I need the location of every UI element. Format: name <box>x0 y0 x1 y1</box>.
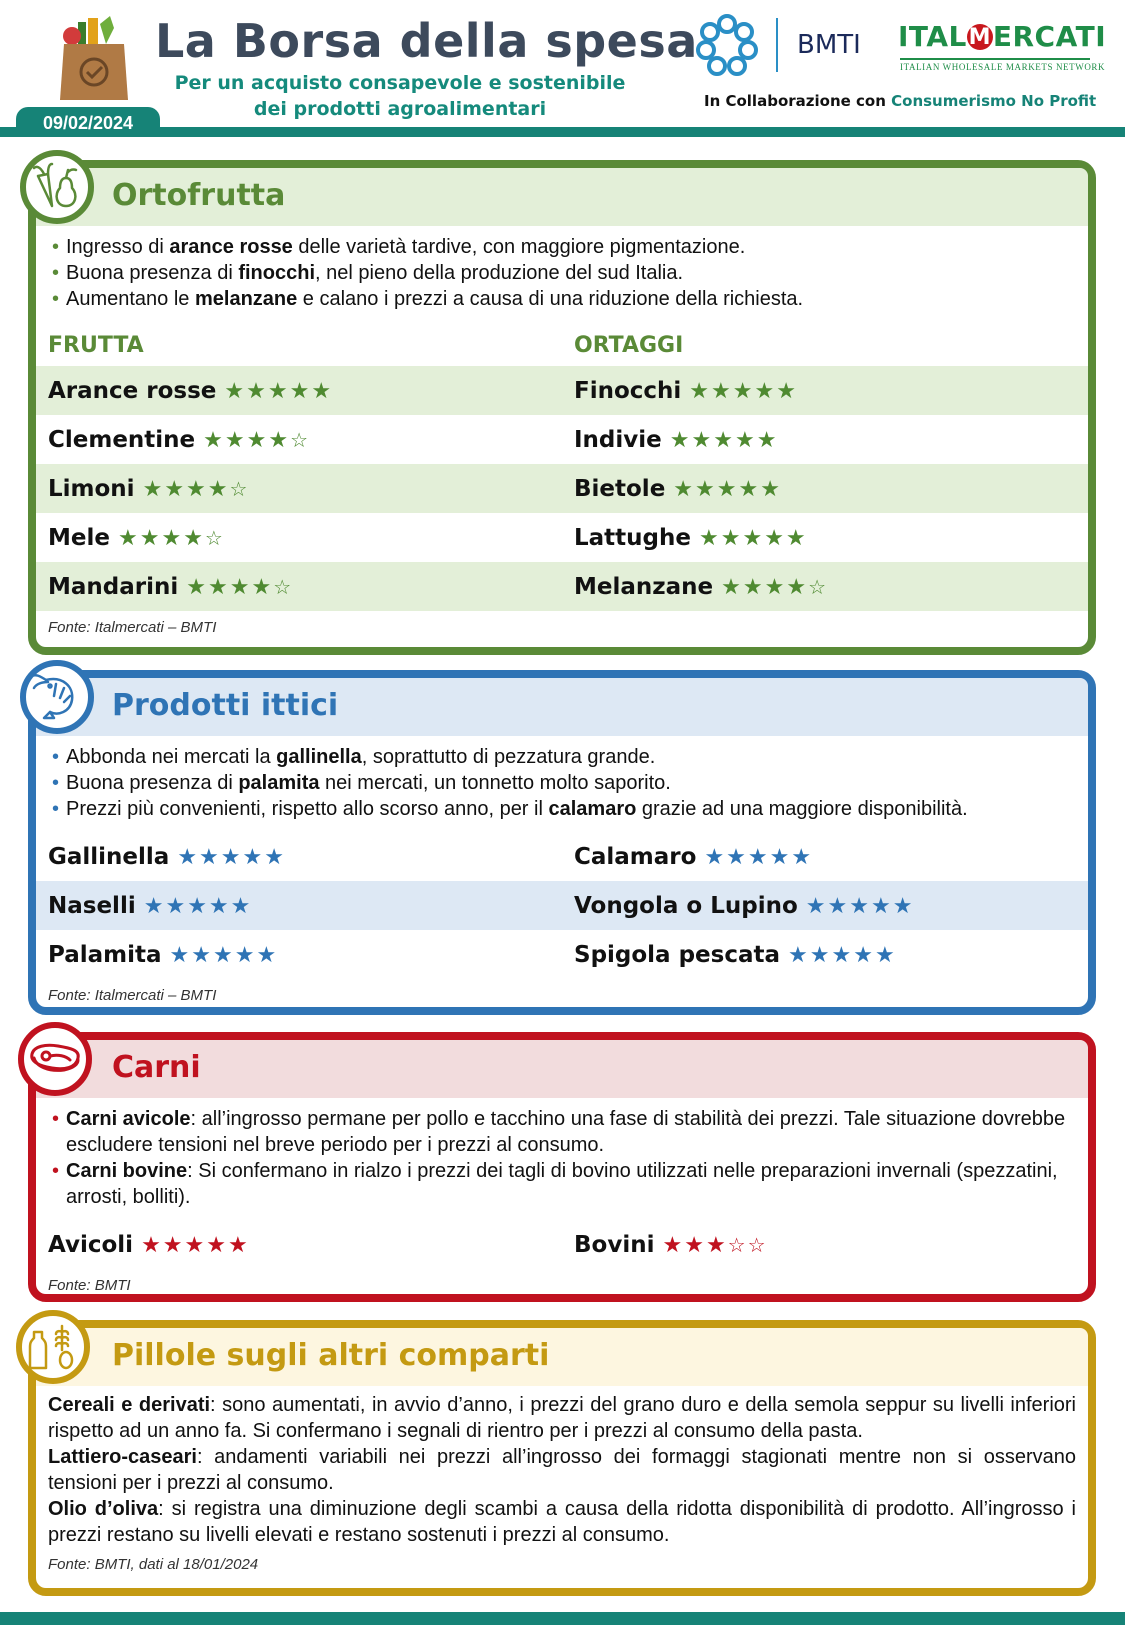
star-filled-icon: ★ <box>756 427 777 453</box>
star-filled-icon: ★ <box>267 378 288 404</box>
star-rating <box>118 525 225 551</box>
paragraph-heading: Olio d’oliva <box>48 1498 159 1520</box>
product-name: Bietole <box>574 475 666 502</box>
star-filled-icon: ★ <box>187 893 207 919</box>
rating-row <box>36 415 1088 464</box>
star-rating <box>141 1232 250 1258</box>
bullet-text: : Si confermano in rialzo i prezzi dei tagli di bovino utilizzati nelle preparazioni invernali (spezzatini, arrosti, bolliti). <box>66 1160 1058 1208</box>
star-filled-icon: ★ <box>760 476 780 502</box>
italmercati-tagline: ITALIAN WHOLESALE MARKETS NETWORK <box>900 58 1090 72</box>
bullet-dot-icon: • <box>52 1160 60 1182</box>
star-filled-icon: ★ <box>669 427 690 453</box>
star-empty-icon: ☆ <box>747 1232 766 1257</box>
star-filled-icon: ★ <box>704 844 725 870</box>
section-header <box>36 1040 1088 1098</box>
section-title: Pillole sugli altri comparti <box>112 1338 550 1373</box>
star-filled-icon: ★ <box>207 476 228 502</box>
star-empty-icon: ☆ <box>273 574 292 599</box>
source-note: Fonte: BMTI <box>48 1277 131 1294</box>
star-filled-icon: ★ <box>831 942 852 968</box>
star-filled-icon: ★ <box>142 476 163 502</box>
star-filled-icon: ★ <box>754 378 775 404</box>
rating-row <box>36 832 1088 881</box>
bullet-text: Aumentano le <box>66 288 195 310</box>
bullet-dot-icon: • <box>52 798 60 820</box>
star-filled-icon: ★ <box>721 574 741 600</box>
header-bar <box>0 127 1125 137</box>
bullet-highlight: Carni avicole <box>66 1108 191 1130</box>
page-header <box>0 0 1125 140</box>
rating-row <box>36 930 1088 979</box>
star-filled-icon: ★ <box>234 942 255 968</box>
star-rating <box>144 893 253 919</box>
star-filled-icon: ★ <box>726 844 746 870</box>
bullet-text: grazie ad una maggiore disponibilità. <box>636 798 968 820</box>
rating-cell <box>36 930 562 979</box>
bullet-item <box>52 286 1076 312</box>
star-filled-icon: ★ <box>203 427 223 453</box>
bullet-dot-icon: • <box>52 746 60 768</box>
star-filled-icon: ★ <box>849 893 869 919</box>
star-rating <box>689 378 798 404</box>
rating-table <box>36 1220 1088 1269</box>
paragraph <box>48 1496 1076 1548</box>
bullet-highlight: arance rosse <box>169 236 293 258</box>
star-filled-icon: ★ <box>788 942 808 968</box>
product-name: Gallinella <box>48 843 170 870</box>
product-name: Limoni <box>48 475 135 502</box>
bullet-highlight: melanzane <box>194 288 298 310</box>
star-filled-icon: ★ <box>139 525 160 551</box>
rating-row <box>36 881 1088 930</box>
star-filled-icon: ★ <box>738 476 759 502</box>
star-filled-icon: ★ <box>228 1232 248 1258</box>
section-header <box>36 1328 1088 1386</box>
star-rating <box>788 942 897 968</box>
rating-cell <box>562 415 1088 464</box>
star-filled-icon: ★ <box>716 476 737 502</box>
source-note: Fonte: BMTI, dati al 18/01/2024 <box>48 1556 259 1573</box>
section-prodotti-ittici <box>28 670 1096 1015</box>
star-rating <box>224 378 333 404</box>
rating-cell <box>562 930 1088 979</box>
star-filled-icon: ★ <box>229 574 250 600</box>
product-name: Indivie <box>574 426 662 453</box>
star-rating <box>699 525 808 551</box>
section-ortofrutta <box>28 160 1096 655</box>
star-rating <box>721 574 828 600</box>
star-rating <box>143 476 250 502</box>
page-subtitle: Per un acquisto consapevole e sostenibile dei prodotti agroalimentari <box>174 72 626 120</box>
star-rating <box>806 893 915 919</box>
bullet-text: : all’ingrosso permane per pollo e tacchino una fase di stabilità dei prezzi. Tale situazione dovrebbe escludere tensioni nel breve periodo per i prezzi al consumo. <box>66 1108 1066 1156</box>
star-filled-icon: ★ <box>208 893 229 919</box>
bullet-highlight: Carni bovine <box>66 1160 188 1182</box>
product-name: Palamita <box>48 941 162 968</box>
star-rating <box>704 844 813 870</box>
logo-divider <box>776 18 778 72</box>
rating-cell <box>562 1220 1088 1269</box>
rating-cell <box>36 415 562 464</box>
page-title: La Borsa della spesa <box>155 14 698 68</box>
rating-cell <box>562 464 1088 513</box>
section-header <box>36 168 1088 226</box>
star-filled-icon: ★ <box>742 574 763 600</box>
star-filled-icon: ★ <box>264 844 284 870</box>
star-filled-icon: ★ <box>791 844 812 870</box>
star-filled-icon: ★ <box>892 893 913 919</box>
date-badge: 09/02/2024 <box>16 107 160 137</box>
star-empty-icon: ☆ <box>290 427 309 452</box>
star-filled-icon: ★ <box>164 476 185 502</box>
bullet-text: , soprattutto di pezzatura grande. <box>361 746 656 768</box>
shopping-bag-icon <box>56 14 132 102</box>
star-filled-icon: ★ <box>117 525 138 551</box>
paragraph <box>48 1444 1076 1496</box>
star-filled-icon: ★ <box>734 427 755 453</box>
rating-cell <box>36 881 562 930</box>
star-filled-icon: ★ <box>769 844 790 870</box>
star-filled-icon: ★ <box>208 574 228 600</box>
star-filled-icon: ★ <box>206 1232 226 1258</box>
bullet-text: Prezzi più convenienti, rispetto allo scorso anno, per il <box>66 798 549 820</box>
star-rating <box>673 476 782 502</box>
bullet-highlight: gallinella <box>276 746 362 768</box>
star-filled-icon: ★ <box>199 844 219 870</box>
star-filled-icon: ★ <box>169 942 190 968</box>
star-rating <box>670 427 779 453</box>
star-filled-icon: ★ <box>256 942 277 968</box>
star-filled-icon: ★ <box>230 893 251 919</box>
rating-table <box>36 366 1088 611</box>
star-filled-icon: ★ <box>162 1232 183 1258</box>
bullet-text: Ingresso di <box>66 236 170 258</box>
star-filled-icon: ★ <box>141 1232 161 1258</box>
bullet-dot-icon: • <box>52 772 60 794</box>
bmti-logo-icon <box>692 10 762 80</box>
star-filled-icon: ★ <box>684 1232 704 1258</box>
product-name: Naselli <box>48 892 136 919</box>
star-filled-icon: ★ <box>805 893 826 919</box>
product-name: Bovini <box>574 1231 655 1258</box>
bullet-list <box>36 1098 1088 1210</box>
product-name: Arance rosse <box>48 377 217 404</box>
star-filled-icon: ★ <box>662 1232 683 1258</box>
product-name: Finocchi <box>574 377 682 404</box>
rating-cell <box>36 464 562 513</box>
star-rating <box>186 574 293 600</box>
section-title: Ortofrutta <box>112 178 286 213</box>
column-headers <box>36 312 1088 366</box>
star-filled-icon: ★ <box>764 525 784 551</box>
star-filled-icon: ★ <box>853 942 873 968</box>
bullet-text: Buona presenza di <box>66 262 239 284</box>
star-filled-icon: ★ <box>691 427 712 453</box>
bullet-text: e calano i prezzi a causa di una riduzione della richiesta. <box>297 288 804 310</box>
collaboration-note: In Collaborazione con Consumerismo No Profit <box>704 92 1097 110</box>
bullet-item <box>52 796 1076 822</box>
paragraph-text: : sono aumentati, in avvio d’anno, i prezzi del grano duro e della semola seppur su livelli inferiori rispetto ad un anno fa. Si confermano i segnali di rientro per i prezzi al consumo della pasta. <box>48 1394 1076 1442</box>
star-empty-icon: ☆ <box>808 574 827 599</box>
star-rating <box>203 427 310 453</box>
italmercati-logo: ITALMERCATI <box>898 20 1107 53</box>
rating-row <box>36 1220 1088 1269</box>
bullet-item <box>52 770 1076 796</box>
product-name: Avicoli <box>48 1231 134 1258</box>
star-filled-icon: ★ <box>161 525 182 551</box>
paragraph <box>48 1392 1076 1444</box>
rating-cell <box>562 832 1088 881</box>
paragraph-text: : andamenti variabili nei prezzi all’ingrosso dei formaggi stagionati mentre non si osservano tensioni per i prezzi al consumo. <box>48 1446 1076 1494</box>
star-empty-icon: ☆ <box>727 1232 746 1257</box>
paragraph-list <box>36 1386 1088 1548</box>
star-filled-icon: ★ <box>311 378 332 404</box>
bullet-item <box>52 234 1076 260</box>
rating-cell <box>562 881 1088 930</box>
footer-bar <box>0 1612 1125 1625</box>
star-filled-icon: ★ <box>874 942 895 968</box>
star-filled-icon: ★ <box>764 574 785 600</box>
bullet-item <box>52 1158 1076 1210</box>
steak-icon <box>18 1022 92 1096</box>
rating-cell <box>36 562 562 611</box>
bullet-highlight: calamaro <box>548 798 637 820</box>
star-filled-icon: ★ <box>742 525 763 551</box>
paragraph-heading: Lattiero-caseari <box>48 1446 197 1468</box>
rating-cell <box>562 562 1088 611</box>
bullet-text: , nel pieno della produzione del sud Italia. <box>315 262 684 284</box>
star-filled-icon: ★ <box>177 844 198 870</box>
bullet-text: delle varietà tardive, con maggiore pigmentazione. <box>292 236 746 258</box>
star-filled-icon: ★ <box>705 1232 726 1258</box>
rating-cell <box>562 366 1088 415</box>
star-filled-icon: ★ <box>809 942 830 968</box>
bullet-text: Buona presenza di <box>66 772 239 794</box>
bullet-dot-icon: • <box>52 236 60 258</box>
section-title: Prodotti ittici <box>112 688 339 723</box>
bullet-dot-icon: • <box>52 288 60 310</box>
star-filled-icon: ★ <box>186 476 206 502</box>
rating-row <box>36 513 1088 562</box>
rating-row <box>36 562 1088 611</box>
bullet-item <box>52 744 1076 770</box>
product-name: Mandarini <box>48 573 179 600</box>
column-header-ortaggi: ORTAGGI <box>574 333 684 358</box>
star-rating <box>177 844 286 870</box>
rating-row <box>36 366 1088 415</box>
star-filled-icon: ★ <box>785 525 806 551</box>
star-filled-icon: ★ <box>184 1232 205 1258</box>
star-filled-icon: ★ <box>698 525 719 551</box>
product-name: Calamaro <box>574 843 697 870</box>
star-filled-icon: ★ <box>870 893 891 919</box>
bullet-item <box>52 260 1076 286</box>
bullet-text: nei mercati, un tonnetto molto saporito. <box>319 772 671 794</box>
rating-cell <box>36 513 562 562</box>
star-filled-icon: ★ <box>224 427 245 453</box>
paragraph-text: : si registra una diminuzione degli scambi a causa della ridotta disponibilità di prodotto. All’ingrosso i prezzi restano su livelli elevati e restano sostenuti i prezzi al consumo. <box>48 1498 1076 1546</box>
section-carni <box>28 1032 1096 1302</box>
rating-cell <box>562 513 1088 562</box>
product-name: Clementine <box>48 426 196 453</box>
star-filled-icon: ★ <box>246 427 267 453</box>
shrimp-icon <box>20 660 94 734</box>
spacer <box>36 1210 1088 1220</box>
star-filled-icon: ★ <box>165 893 186 919</box>
star-filled-icon: ★ <box>289 378 310 404</box>
star-empty-icon: ☆ <box>229 476 248 501</box>
bullet-list <box>36 226 1088 312</box>
star-filled-icon: ★ <box>695 476 715 502</box>
star-filled-icon: ★ <box>186 574 206 600</box>
star-filled-icon: ★ <box>689 378 710 404</box>
star-filled-icon: ★ <box>732 378 753 404</box>
section-pillole <box>28 1320 1096 1596</box>
bullet-highlight: finocchi <box>238 262 316 284</box>
star-filled-icon: ★ <box>143 893 164 919</box>
product-name: Vongola o Lupino <box>574 892 798 919</box>
product-name: Melanzane <box>574 573 714 600</box>
star-filled-icon: ★ <box>673 476 694 502</box>
star-filled-icon: ★ <box>711 378 731 404</box>
star-filled-icon: ★ <box>747 844 768 870</box>
paragraph-heading: Cereali e derivati <box>48 1394 211 1416</box>
source-note: Fonte: Italmercati – BMTI <box>48 987 217 1004</box>
bullet-item <box>52 1106 1076 1158</box>
bullet-dot-icon: • <box>52 1108 60 1130</box>
rating-table <box>36 832 1088 979</box>
section-header <box>36 678 1088 736</box>
star-filled-icon: ★ <box>268 427 289 453</box>
product-name: Lattughe <box>574 524 691 551</box>
star-filled-icon: ★ <box>224 378 245 404</box>
product-name: Spigola pescata <box>574 941 781 968</box>
bullet-dot-icon: • <box>52 262 60 284</box>
star-filled-icon: ★ <box>786 574 807 600</box>
bullet-text: Abbonda nei mercati la <box>66 746 277 768</box>
star-rating <box>662 1232 767 1258</box>
fruit-vegetables-icon <box>20 150 94 224</box>
star-filled-icon: ★ <box>713 427 733 453</box>
star-filled-icon: ★ <box>827 893 848 919</box>
star-filled-icon: ★ <box>776 378 796 404</box>
star-filled-icon: ★ <box>242 844 263 870</box>
star-filled-icon: ★ <box>246 378 266 404</box>
rating-cell <box>36 832 562 881</box>
bullet-list <box>36 736 1088 822</box>
star-filled-icon: ★ <box>191 942 211 968</box>
star-empty-icon: ☆ <box>204 525 223 550</box>
rating-row <box>36 464 1088 513</box>
star-rating <box>170 942 279 968</box>
source-note: Fonte: Italmercati – BMTI <box>48 619 217 636</box>
rating-cell <box>36 1220 562 1269</box>
star-filled-icon: ★ <box>220 844 241 870</box>
section-title: Carni <box>112 1050 201 1085</box>
product-name: Mele <box>48 524 110 551</box>
column-header-frutta: FRUTTA <box>48 333 144 358</box>
bmti-logo-text: BMTI <box>797 30 861 60</box>
star-filled-icon: ★ <box>720 525 741 551</box>
spacer <box>36 822 1088 832</box>
bottle-grain-icon <box>16 1310 90 1384</box>
star-filled-icon: ★ <box>251 574 272 600</box>
star-filled-icon: ★ <box>213 942 233 968</box>
star-filled-icon: ★ <box>183 525 203 551</box>
bullet-highlight: palamita <box>238 772 320 794</box>
rating-cell <box>36 366 562 415</box>
